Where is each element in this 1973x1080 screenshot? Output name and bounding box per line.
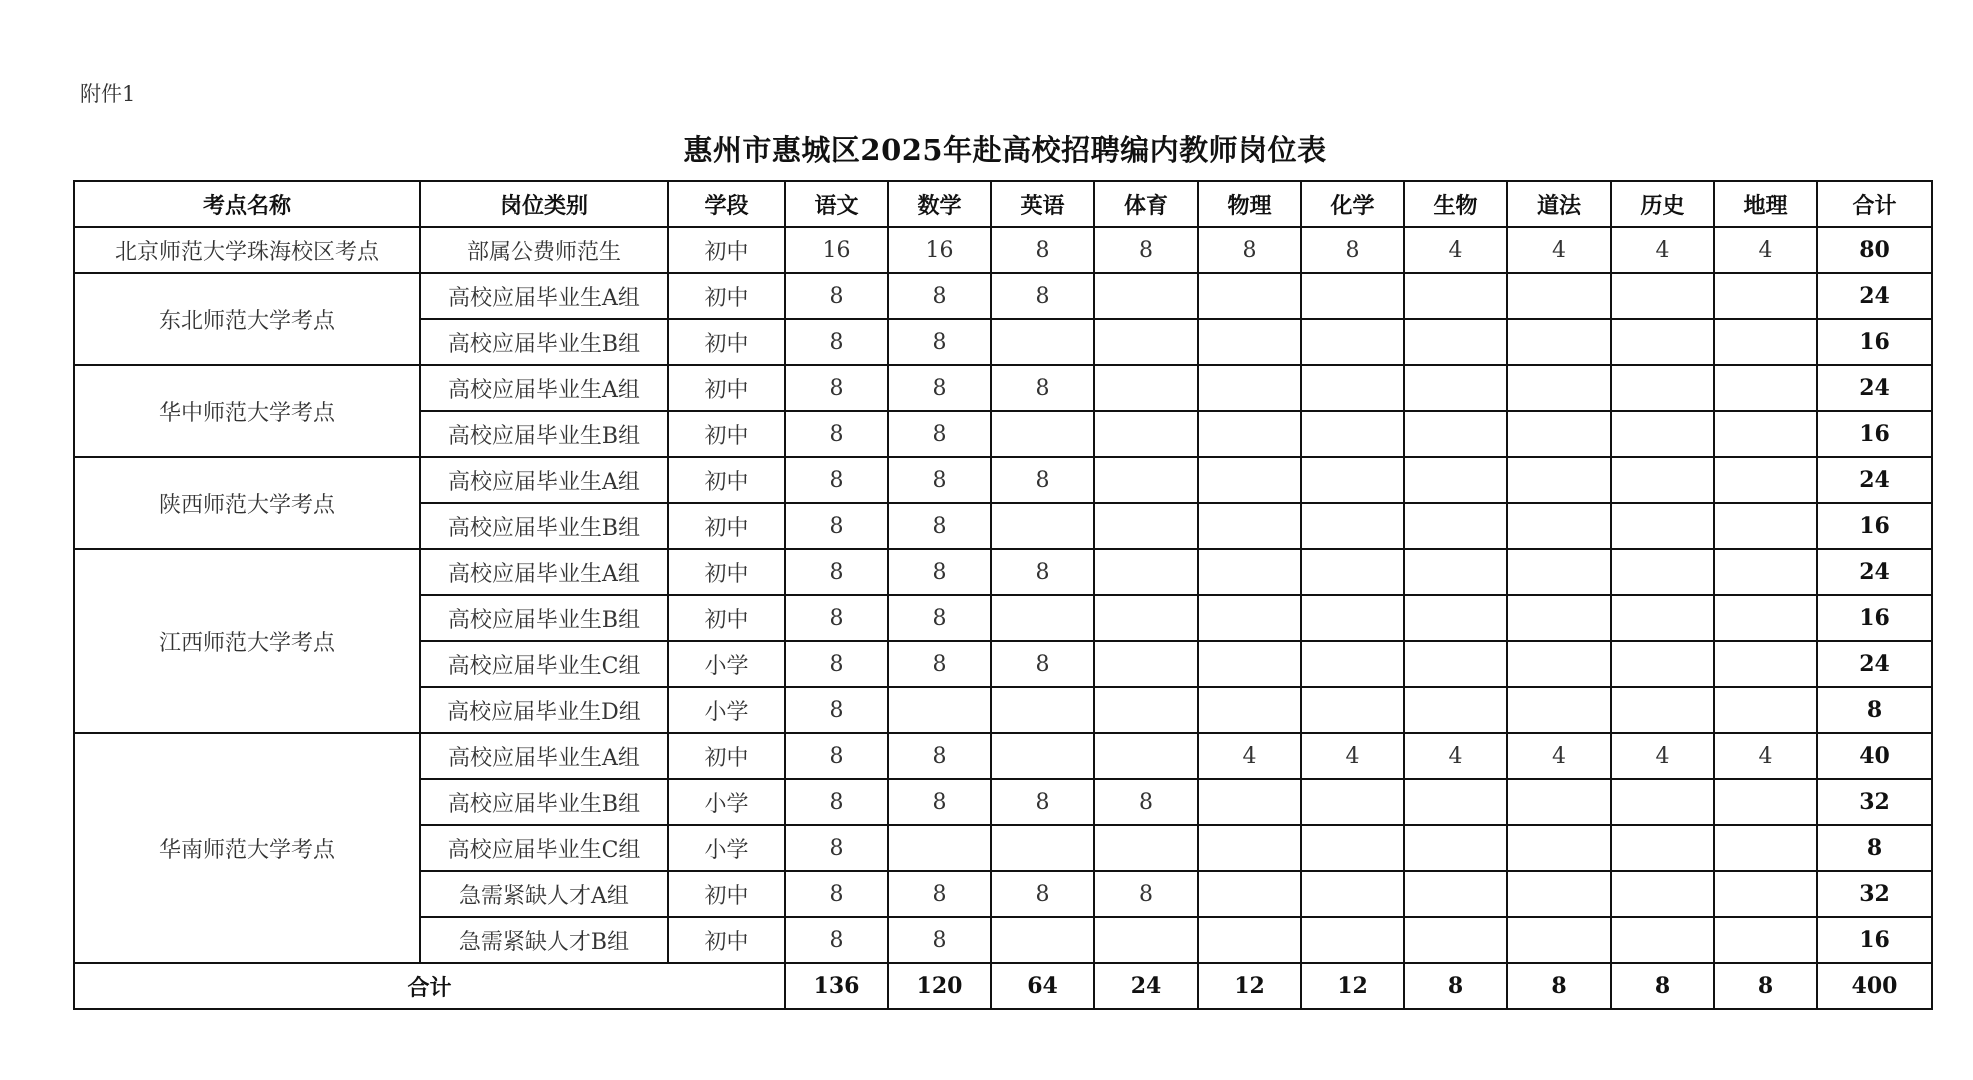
subject-count-cell <box>991 687 1094 733</box>
subject-count-cell <box>1507 319 1611 365</box>
position-category-cell: 高校应届毕业生C组 <box>420 641 668 687</box>
subject-count-cell: 8 <box>888 503 991 549</box>
subject-count-cell <box>1094 595 1198 641</box>
subject-count-cell <box>1611 779 1714 825</box>
row-total-cell: 24 <box>1817 457 1932 503</box>
subject-count-cell: 4 <box>1611 227 1714 273</box>
subject-count-cell <box>1507 595 1611 641</box>
subject-count-cell <box>1094 641 1198 687</box>
subject-count-cell <box>1611 917 1714 963</box>
table-total-row <box>74 963 1932 1009</box>
column-total-cell: 12 <box>1301 963 1404 1009</box>
row-total-cell: 16 <box>1817 503 1932 549</box>
subject-count-cell <box>1198 319 1301 365</box>
column-header: 合计 <box>1817 181 1932 227</box>
subject-count-cell: 8 <box>785 503 888 549</box>
subject-count-cell <box>991 595 1094 641</box>
position-category-cell: 部属公费师范生 <box>420 227 668 273</box>
subject-count-cell <box>1301 273 1404 319</box>
column-total-cell: 12 <box>1198 963 1301 1009</box>
row-total-cell: 24 <box>1817 273 1932 319</box>
school-level-cell: 初中 <box>668 595 785 641</box>
subject-count-cell <box>1301 641 1404 687</box>
column-header: 化学 <box>1301 181 1404 227</box>
exam-site-cell: 江西师范大学考点 <box>74 549 420 733</box>
subject-count-cell: 4 <box>1611 733 1714 779</box>
position-category-cell: 高校应届毕业生C组 <box>420 825 668 871</box>
subject-count-cell: 8 <box>785 825 888 871</box>
subject-count-cell: 8 <box>991 227 1094 273</box>
subject-count-cell <box>1301 549 1404 595</box>
subject-count-cell: 4 <box>1198 733 1301 779</box>
school-level-cell: 小学 <box>668 779 785 825</box>
position-category-cell: 高校应届毕业生B组 <box>420 503 668 549</box>
subject-count-cell <box>1507 825 1611 871</box>
column-header: 体育 <box>1094 181 1198 227</box>
subject-count-cell <box>1611 871 1714 917</box>
school-level-cell: 初中 <box>668 457 785 503</box>
subject-count-cell <box>1714 319 1817 365</box>
row-total-cell: 24 <box>1817 641 1932 687</box>
subject-count-cell <box>1611 825 1714 871</box>
subject-count-cell: 8 <box>991 779 1094 825</box>
total-label-cell: 合计 <box>74 963 785 1009</box>
school-level-cell: 初中 <box>668 319 785 365</box>
subject-count-cell <box>1301 457 1404 503</box>
subject-count-cell <box>1198 365 1301 411</box>
subject-count-cell: 8 <box>888 549 991 595</box>
column-header: 生物 <box>1404 181 1507 227</box>
subject-count-cell <box>991 825 1094 871</box>
subject-count-cell <box>1507 365 1611 411</box>
subject-count-cell <box>1198 549 1301 595</box>
subject-count-cell: 8 <box>785 365 888 411</box>
subject-count-cell <box>1714 457 1817 503</box>
row-total-cell: 24 <box>1817 549 1932 595</box>
subject-count-cell <box>1301 503 1404 549</box>
subject-count-cell <box>1404 917 1507 963</box>
column-header: 岗位类别 <box>420 181 668 227</box>
table-row <box>74 227 1932 273</box>
position-category-cell: 急需紧缺人才A组 <box>420 871 668 917</box>
column-header: 语文 <box>785 181 888 227</box>
column-header: 英语 <box>991 181 1094 227</box>
attachment-label: 附件1 <box>80 82 136 106</box>
subject-count-cell <box>1611 273 1714 319</box>
subject-count-cell: 8 <box>785 273 888 319</box>
subject-count-cell <box>1611 411 1714 457</box>
subject-count-cell <box>1198 917 1301 963</box>
subject-count-cell <box>1301 825 1404 871</box>
subject-count-cell <box>1507 273 1611 319</box>
subject-count-cell: 8 <box>888 457 991 503</box>
row-total-cell: 16 <box>1817 411 1932 457</box>
subject-count-cell <box>1404 549 1507 595</box>
subject-count-cell: 8 <box>785 641 888 687</box>
school-level-cell: 初中 <box>668 503 785 549</box>
position-category-cell: 高校应届毕业生A组 <box>420 549 668 595</box>
table-row <box>74 273 1932 319</box>
subject-count-cell: 8 <box>785 779 888 825</box>
subject-count-cell: 8 <box>888 365 991 411</box>
subject-count-cell <box>1198 825 1301 871</box>
subject-count-cell <box>1198 273 1301 319</box>
subject-count-cell: 8 <box>1094 779 1198 825</box>
table-row <box>74 733 1932 779</box>
subject-count-cell <box>1301 365 1404 411</box>
subject-count-cell <box>1301 917 1404 963</box>
subject-count-cell <box>1198 595 1301 641</box>
subject-count-cell: 8 <box>888 273 991 319</box>
column-total-cell: 8 <box>1714 963 1817 1009</box>
subject-count-cell: 8 <box>785 411 888 457</box>
subject-count-cell <box>1714 549 1817 595</box>
row-total-cell: 16 <box>1817 319 1932 365</box>
subject-count-cell <box>991 917 1094 963</box>
position-category-cell: 高校应届毕业生B组 <box>420 411 668 457</box>
column-header: 数学 <box>888 181 991 227</box>
subject-count-cell <box>1611 503 1714 549</box>
subject-count-cell <box>1714 917 1817 963</box>
subject-count-cell <box>1094 273 1198 319</box>
subject-count-cell <box>1094 917 1198 963</box>
subject-count-cell <box>888 825 991 871</box>
position-category-cell: 高校应届毕业生A组 <box>420 733 668 779</box>
subject-count-cell <box>1714 825 1817 871</box>
table-row <box>74 549 1932 595</box>
school-level-cell: 初中 <box>668 227 785 273</box>
subject-count-cell <box>1611 641 1714 687</box>
subject-count-cell <box>1507 503 1611 549</box>
subject-count-cell <box>1507 779 1611 825</box>
row-total-cell: 32 <box>1817 871 1932 917</box>
subject-count-cell: 4 <box>1714 733 1817 779</box>
subject-count-cell <box>1404 365 1507 411</box>
school-level-cell: 小学 <box>668 641 785 687</box>
subject-count-cell: 8 <box>785 549 888 595</box>
subject-count-cell <box>1094 319 1198 365</box>
subject-count-cell <box>1714 595 1817 641</box>
subject-count-cell <box>1301 319 1404 365</box>
subject-count-cell <box>1507 871 1611 917</box>
school-level-cell: 初中 <box>668 917 785 963</box>
subject-count-cell <box>1507 687 1611 733</box>
subject-count-cell <box>1301 871 1404 917</box>
position-category-cell: 急需紧缺人才B组 <box>420 917 668 963</box>
column-total-cell: 24 <box>1094 963 1198 1009</box>
row-total-cell: 24 <box>1817 365 1932 411</box>
position-category-cell: 高校应届毕业生A组 <box>420 365 668 411</box>
subject-count-cell: 8 <box>888 319 991 365</box>
subject-count-cell: 8 <box>888 871 991 917</box>
school-level-cell: 初中 <box>668 411 785 457</box>
subject-count-cell <box>1404 687 1507 733</box>
school-level-cell: 小学 <box>668 687 785 733</box>
subject-count-cell <box>1714 687 1817 733</box>
subject-count-cell <box>1094 825 1198 871</box>
subject-count-cell <box>888 687 991 733</box>
subject-count-cell <box>1301 779 1404 825</box>
subject-count-cell: 8 <box>991 365 1094 411</box>
subject-count-cell <box>1094 733 1198 779</box>
subject-count-cell <box>1714 779 1817 825</box>
row-total-cell: 80 <box>1817 227 1932 273</box>
subject-count-cell <box>1714 503 1817 549</box>
subject-count-cell <box>1507 411 1611 457</box>
row-total-cell: 16 <box>1817 917 1932 963</box>
subject-count-cell: 8 <box>888 411 991 457</box>
subject-count-cell <box>1611 687 1714 733</box>
subject-count-cell: 8 <box>991 457 1094 503</box>
subject-count-cell <box>1714 273 1817 319</box>
subject-count-cell <box>1611 319 1714 365</box>
subject-count-cell <box>1404 825 1507 871</box>
subject-count-cell <box>1094 687 1198 733</box>
exam-site-cell: 东北师范大学考点 <box>74 273 420 365</box>
page-title: 惠州市惠城区2025年赴高校招聘编内教师岗位表 <box>683 133 1327 167</box>
subject-count-cell <box>1198 457 1301 503</box>
column-total-cell: 120 <box>888 963 991 1009</box>
exam-site-cell: 陕西师范大学考点 <box>74 457 420 549</box>
subject-count-cell: 16 <box>888 227 991 273</box>
row-total-cell: 40 <box>1817 733 1932 779</box>
subject-count-cell: 8 <box>785 871 888 917</box>
subject-count-cell: 8 <box>888 641 991 687</box>
subject-count-cell <box>1714 365 1817 411</box>
subject-count-cell: 8 <box>785 733 888 779</box>
subject-count-cell: 8 <box>991 549 1094 595</box>
subject-count-cell <box>991 411 1094 457</box>
subject-count-cell: 8 <box>888 917 991 963</box>
subject-count-cell <box>1198 641 1301 687</box>
subject-count-cell <box>1301 595 1404 641</box>
column-total-cell: 8 <box>1507 963 1611 1009</box>
subject-count-cell: 8 <box>1301 227 1404 273</box>
recruitment-table <box>73 180 1933 1010</box>
subject-count-cell: 16 <box>785 227 888 273</box>
table-row <box>74 365 1932 411</box>
column-total-cell: 400 <box>1817 963 1932 1009</box>
subject-count-cell: 4 <box>1507 733 1611 779</box>
column-header: 道法 <box>1507 181 1611 227</box>
subject-count-cell <box>1198 779 1301 825</box>
column-header: 历史 <box>1611 181 1714 227</box>
subject-count-cell: 4 <box>1404 227 1507 273</box>
subject-count-cell: 8 <box>785 595 888 641</box>
subject-count-cell: 4 <box>1404 733 1507 779</box>
position-category-cell: 高校应届毕业生A组 <box>420 273 668 319</box>
row-total-cell: 16 <box>1817 595 1932 641</box>
position-category-cell: 高校应届毕业生A组 <box>420 457 668 503</box>
school-level-cell: 初中 <box>668 365 785 411</box>
table-row <box>74 457 1932 503</box>
subject-count-cell <box>1507 457 1611 503</box>
subject-count-cell: 8 <box>888 595 991 641</box>
subject-count-cell <box>1404 457 1507 503</box>
subject-count-cell <box>1404 595 1507 641</box>
subject-count-cell <box>1611 365 1714 411</box>
subject-count-cell <box>1714 871 1817 917</box>
subject-count-cell: 8 <box>785 319 888 365</box>
subject-count-cell: 8 <box>1198 227 1301 273</box>
subject-count-cell: 8 <box>888 733 991 779</box>
school-level-cell: 小学 <box>668 825 785 871</box>
subject-count-cell <box>1198 871 1301 917</box>
subject-count-cell <box>1198 687 1301 733</box>
subject-count-cell <box>1404 411 1507 457</box>
subject-count-cell: 8 <box>785 917 888 963</box>
subject-count-cell <box>1094 457 1198 503</box>
subject-count-cell <box>1404 273 1507 319</box>
subject-count-cell <box>1301 687 1404 733</box>
subject-count-cell <box>1404 779 1507 825</box>
subject-count-cell: 4 <box>1714 227 1817 273</box>
subject-count-cell <box>1507 549 1611 595</box>
subject-count-cell <box>1714 641 1817 687</box>
subject-count-cell <box>1404 319 1507 365</box>
subject-count-cell <box>1507 917 1611 963</box>
subject-count-cell: 8 <box>888 779 991 825</box>
subject-count-cell: 8 <box>991 641 1094 687</box>
subject-count-cell: 4 <box>1301 733 1404 779</box>
subject-count-cell: 8 <box>1094 871 1198 917</box>
column-total-cell: 8 <box>1404 963 1507 1009</box>
subject-count-cell <box>1094 411 1198 457</box>
column-header: 地理 <box>1714 181 1817 227</box>
subject-count-cell <box>1404 871 1507 917</box>
subject-count-cell <box>1198 503 1301 549</box>
subject-count-cell: 8 <box>785 687 888 733</box>
subject-count-cell <box>1611 457 1714 503</box>
position-category-cell: 高校应届毕业生B组 <box>420 319 668 365</box>
column-total-cell: 136 <box>785 963 888 1009</box>
school-level-cell: 初中 <box>668 273 785 319</box>
column-header: 学段 <box>668 181 785 227</box>
subject-count-cell <box>1094 549 1198 595</box>
table-header-row <box>74 181 1932 227</box>
subject-count-cell <box>1301 411 1404 457</box>
school-level-cell: 初中 <box>668 871 785 917</box>
subject-count-cell <box>1404 641 1507 687</box>
subject-count-cell: 8 <box>785 457 888 503</box>
school-level-cell: 初中 <box>668 549 785 595</box>
exam-site-cell: 华南师范大学考点 <box>74 733 420 963</box>
exam-site-cell: 北京师范大学珠海校区考点 <box>74 227 420 273</box>
position-category-cell: 高校应届毕业生B组 <box>420 779 668 825</box>
column-total-cell: 64 <box>991 963 1094 1009</box>
subject-count-cell: 8 <box>991 273 1094 319</box>
subject-count-cell <box>1094 503 1198 549</box>
subject-count-cell <box>991 503 1094 549</box>
subject-count-cell <box>1198 411 1301 457</box>
subject-count-cell <box>1611 549 1714 595</box>
column-header: 考点名称 <box>74 181 420 227</box>
subject-count-cell: 4 <box>1507 227 1611 273</box>
subject-count-cell <box>1404 503 1507 549</box>
row-total-cell: 32 <box>1817 779 1932 825</box>
subject-count-cell <box>1507 641 1611 687</box>
row-total-cell: 8 <box>1817 825 1932 871</box>
row-total-cell: 8 <box>1817 687 1932 733</box>
school-level-cell: 初中 <box>668 733 785 779</box>
subject-count-cell <box>991 733 1094 779</box>
subject-count-cell <box>1094 365 1198 411</box>
subject-count-cell: 8 <box>991 871 1094 917</box>
position-category-cell: 高校应届毕业生D组 <box>420 687 668 733</box>
subject-count-cell: 8 <box>1094 227 1198 273</box>
column-header: 物理 <box>1198 181 1301 227</box>
exam-site-cell: 华中师范大学考点 <box>74 365 420 457</box>
subject-count-cell <box>991 319 1094 365</box>
column-total-cell: 8 <box>1611 963 1714 1009</box>
position-category-cell: 高校应届毕业生B组 <box>420 595 668 641</box>
subject-count-cell <box>1714 411 1817 457</box>
subject-count-cell <box>1611 595 1714 641</box>
